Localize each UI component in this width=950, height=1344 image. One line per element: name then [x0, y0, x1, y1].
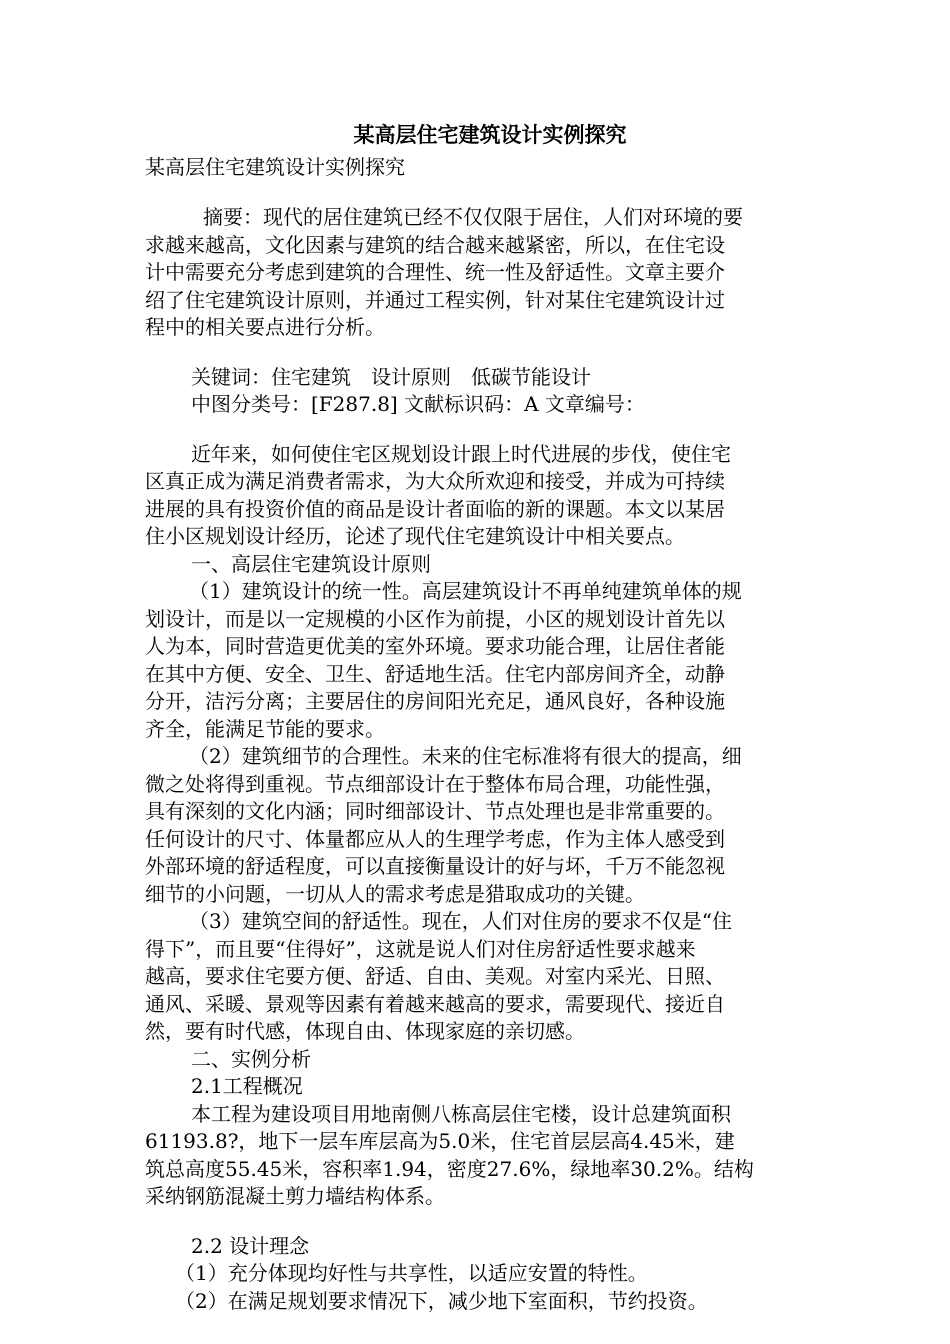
paragraph-line: 细节的小问题，一切从人的需求考虑是猎取成功的关键。 — [145, 881, 645, 906]
paragraph-line: （3）建筑空间的舒适性。现在，人们对住房的要求不仅是“住 — [189, 909, 732, 933]
paragraph-line: 外部环境的舒适程度，可以直接衡量设计的好与坏，千万不能忽视 — [145, 854, 725, 878]
intro-paragraph — [145, 441, 805, 551]
document-subtitle: 某高层住宅建筑设计实例探究 — [145, 155, 405, 179]
section-heading-1: 一、高层住宅建筑设计原则 — [191, 551, 431, 576]
paragraph-line: 越高，要求住宅要方便、舒适、自由、美观。对室内采光、日照、 — [145, 964, 725, 988]
paragraph-line: （2）建筑细节的合理性。未来的住宅标准将有很大的提高，细 — [189, 744, 742, 768]
design-concept-list — [145, 1260, 805, 1315]
paragraph-line: 任何设计的尺寸、体量都应从人的生理学考虑，作为主体人感受到 — [145, 826, 725, 851]
abstract-line: 绍了住宅建筑设计原则，并通过工程实例，针对某住宅建筑设计过 — [145, 287, 725, 312]
intro-line: 区真正成为满足消费者需求，为大众所欢迎和接受，并成为可持续 — [145, 469, 725, 493]
classification-info: 中图分类号：[F287.8] 文献标识码：A 文章编号： — [191, 392, 645, 416]
keywords: 关键词：住宅建筑 设计原则 低碳节能设计 — [191, 364, 591, 389]
subsection-heading-2-2: 2.2 设计理念 — [191, 1233, 310, 1258]
principle-paragraph-3 — [145, 908, 805, 1046]
paragraph-line: 分开，洁污分离；主要居住的房间阳光充足，通风良好，各种设施 — [145, 689, 725, 713]
spacer — [145, 419, 805, 441]
subsection-heading-2-1: 2.1工程概况 — [191, 1074, 303, 1098]
section-heading-2: 二、实例分析 — [191, 1046, 311, 1071]
abstract-line: 程中的相关要点进行分析。 — [145, 315, 385, 339]
paragraph-line: 61193.8?，地下一层车库层高为5.0米，住宅首层层高4.45米，建 — [145, 1129, 735, 1153]
abstract-line: 求越来越高，文化因素与建筑的结合越来越紧密，所以，在住宅设 — [145, 232, 725, 257]
paragraph-line: 人为本，同时营造更优美的室外环境。要求功能合理，让居住者能 — [145, 634, 725, 658]
paragraph-line: 微之处将得到重视。节点细部设计在于整体布局合理，功能性强， — [145, 771, 725, 796]
intro-line: 进展的具有投资价值的商品是设计者面临的新的课题。本文以某居 — [145, 496, 725, 521]
list-item: （2）在满足规划要求情况下，减少地下室面积，节约投资。 — [175, 1288, 708, 1313]
paragraph-line: 具有深刻的文化内涵；同时细部设计、节点处理也是非常重要的。 — [145, 799, 725, 823]
paragraph-line: 筑总高度55.45米，容积率1.94，密度27.6%，绿地率30.2%。结构 — [145, 1156, 754, 1181]
document-page — [145, 118, 805, 1315]
document-title: 某高层住宅建筑设计实例探究 — [353, 122, 627, 147]
intro-line: 住小区规划设计经历，论述了现代住宅建筑设计中相关要点。 — [145, 524, 685, 548]
project-overview-paragraph — [145, 1101, 805, 1211]
abstract — [145, 204, 805, 342]
paragraph-line: 然，要有时代感，体现自由、体现家庭的亲切感。 — [145, 1019, 585, 1043]
paragraph-line: 本工程为建设项目用地南侧八栋高层住宅楼，设计总建筑面积 — [191, 1101, 731, 1126]
abstract-line: 计中需要充分考虑到建筑的合理性、统一性及舒适性。文章主要介 — [145, 260, 725, 284]
paragraph-line: 在其中方便、安全、卫生、舒适地生活。住宅内部房间齐全，动静 — [145, 661, 725, 686]
intro-line: 近年来，如何使住宅区规划设计跟上时代进展的步伐，使住宅 — [191, 441, 731, 466]
paragraph-line: （1）建筑设计的统一性。高层建筑设计不再单纯建筑单体的规 — [189, 579, 742, 603]
paragraph-line: 得下”，而且要“住得好”，这就是说人们对住房舒适性要求越来 — [145, 936, 696, 961]
principle-paragraph-2 — [145, 743, 805, 908]
spacer — [145, 182, 805, 204]
paragraph-line: 采纳钢筋混凝土剪力墙结构体系。 — [145, 1184, 445, 1208]
list-item: （1）充分体现均好性与共享性，以适应安置的特性。 — [175, 1261, 648, 1285]
principle-paragraph-1 — [145, 578, 805, 743]
abstract-line: 摘要：现代的居住建筑已经不仅仅限于居住，人们对环境的要 — [203, 205, 743, 229]
paragraph-line: 通风、采暖、景观等因素有着越来越高的要求，需要现代、接近自 — [145, 991, 725, 1016]
paragraph-line: 划设计，而是以一定规模的小区作为前提，小区的规划设计首先以 — [145, 606, 725, 631]
paragraph-line: 齐全，能满足节能的要求。 — [145, 716, 385, 741]
spacer — [145, 1211, 805, 1233]
spacer — [145, 342, 805, 364]
